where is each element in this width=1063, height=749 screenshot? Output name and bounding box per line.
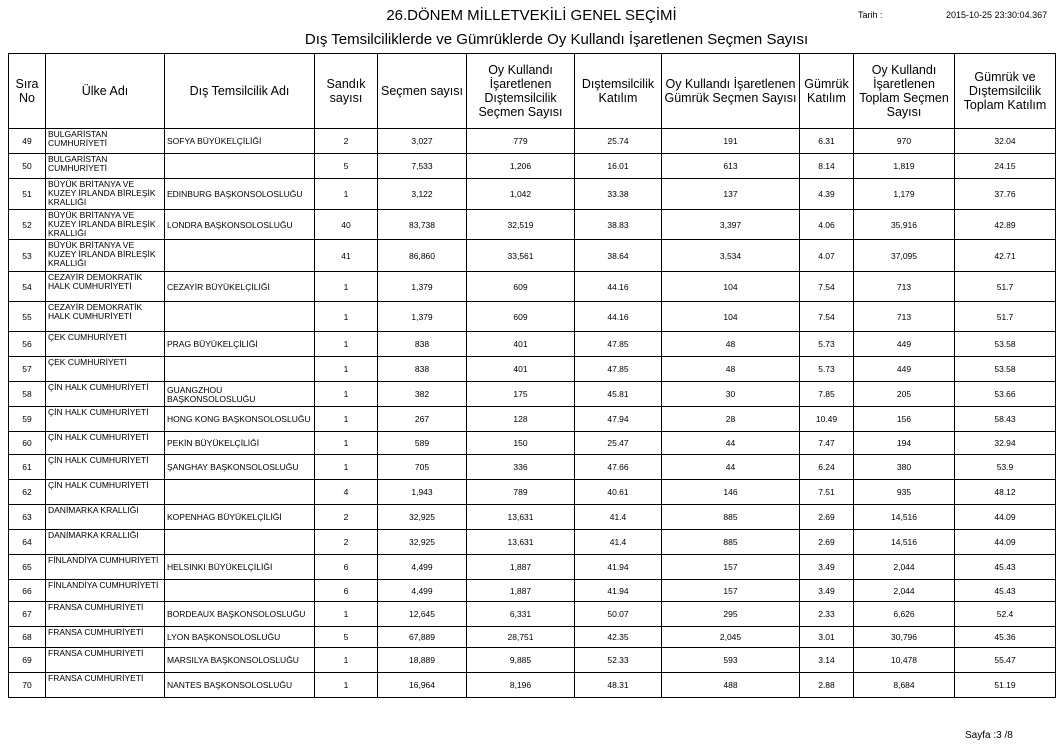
cell-distemsilcilik-katilim: 25.47 bbox=[575, 432, 662, 455]
cell-ulke: FİNLANDİYA CUMHURİYETİ bbox=[46, 555, 165, 580]
cell-sandik: 1 bbox=[315, 648, 378, 673]
cell-toplam-katilim: 24.15 bbox=[955, 154, 1056, 179]
cell-distemsilcilik-katilim: 50.07 bbox=[575, 602, 662, 627]
table-row bbox=[9, 179, 1056, 210]
cell-gumruk-katilim: 2.88 bbox=[800, 673, 854, 698]
cell-ulke: FRANSA CUMHURİYETİ bbox=[46, 602, 165, 627]
cell-ulke: FRANSA CUMHURİYETİ bbox=[46, 648, 165, 673]
cell-gumruk-katilim: 8.14 bbox=[800, 154, 854, 179]
cell-secmen: 267 bbox=[378, 407, 467, 432]
cell-toplam-katilim: 32.04 bbox=[955, 129, 1056, 154]
cell-distemsilcilik-secmen: 1,887 bbox=[467, 555, 575, 580]
cell-sandik: 2 bbox=[315, 505, 378, 530]
cell-gumruk-secmen: 613 bbox=[662, 154, 800, 179]
cell-sira: 54 bbox=[9, 272, 46, 302]
cell-sandik: 1 bbox=[315, 272, 378, 302]
cell-sira: 58 bbox=[9, 382, 46, 407]
col-secmen-sayisi: Seçmen sayısı bbox=[378, 54, 467, 129]
table-row bbox=[9, 555, 1056, 580]
cell-distemsilcilik-katilim: 52.33 bbox=[575, 648, 662, 673]
cell-gumruk-katilim: 5.73 bbox=[800, 332, 854, 357]
cell-gumruk-katilim: 10.49 bbox=[800, 407, 854, 432]
cell-ulke: DANİMARKA KRALLIĞI bbox=[46, 505, 165, 530]
cell-temsilcilik bbox=[165, 154, 315, 179]
cell-distemsilcilik-katilim: 48.31 bbox=[575, 673, 662, 698]
cell-secmen: 4,499 bbox=[378, 555, 467, 580]
col-toplam-katilim: Gümrük ve Dıştemsilcilik Toplam Katılım bbox=[955, 54, 1056, 129]
cell-distemsilcilik-katilim: 38.64 bbox=[575, 240, 662, 272]
cell-temsilcilik: HONG KONG BAŞKONSOLOSLUĞU bbox=[165, 407, 315, 432]
cell-sandik: 40 bbox=[315, 210, 378, 240]
col-gumruk-katilim: Gümrük Katılım bbox=[800, 54, 854, 129]
cell-gumruk-secmen: 30 bbox=[662, 382, 800, 407]
cell-ulke: ÇİN HALK CUMHURİYETİ bbox=[46, 432, 165, 455]
cell-distemsilcilik-katilim: 44.16 bbox=[575, 272, 662, 302]
cell-gumruk-katilim: 5.73 bbox=[800, 357, 854, 382]
cell-gumruk-secmen: 157 bbox=[662, 555, 800, 580]
table-row bbox=[9, 602, 1056, 627]
table-row bbox=[9, 455, 1056, 480]
cell-distemsilcilik-secmen: 401 bbox=[467, 357, 575, 382]
col-ulke-adi: Ülke Adı bbox=[46, 54, 165, 129]
cell-distemsilcilik-secmen: 9,885 bbox=[467, 648, 575, 673]
cell-sira: 68 bbox=[9, 627, 46, 648]
col-sandik-sayisi: Sandık sayısı bbox=[315, 54, 378, 129]
cell-toplam-katilim: 58.43 bbox=[955, 407, 1056, 432]
table-row bbox=[9, 480, 1056, 505]
cell-sira: 59 bbox=[9, 407, 46, 432]
cell-ulke: BULGARİSTAN CUMHURİYETİ bbox=[46, 129, 165, 154]
cell-sira: 66 bbox=[9, 580, 46, 602]
cell-temsilcilik: PEKİN BÜYÜKELÇİLİĞİ bbox=[165, 432, 315, 455]
cell-gumruk-secmen: 157 bbox=[662, 580, 800, 602]
cell-gumruk-secmen: 191 bbox=[662, 129, 800, 154]
cell-distemsilcilik-secmen: 401 bbox=[467, 332, 575, 357]
cell-gumruk-secmen: 3,397 bbox=[662, 210, 800, 240]
cell-secmen: 67,889 bbox=[378, 627, 467, 648]
cell-distemsilcilik-katilim: 33.38 bbox=[575, 179, 662, 210]
cell-sira: 70 bbox=[9, 673, 46, 698]
cell-distemsilcilik-katilim: 41.4 bbox=[575, 530, 662, 555]
cell-distemsilcilik-katilim: 42.35 bbox=[575, 627, 662, 648]
cell-toplam-secmen: 713 bbox=[854, 272, 955, 302]
cell-sandik: 1 bbox=[315, 602, 378, 627]
cell-toplam-katilim: 45.43 bbox=[955, 580, 1056, 602]
cell-sandik: 41 bbox=[315, 240, 378, 272]
cell-temsilcilik: LYON BAŞKONSOLOSLUĞU bbox=[165, 627, 315, 648]
cell-distemsilcilik-secmen: 13,631 bbox=[467, 505, 575, 530]
cell-temsilcilik bbox=[165, 530, 315, 555]
cell-sira: 67 bbox=[9, 602, 46, 627]
date-label: Tarih : bbox=[858, 10, 883, 20]
cell-toplam-katilim: 51.7 bbox=[955, 302, 1056, 332]
cell-distemsilcilik-secmen: 609 bbox=[467, 302, 575, 332]
cell-gumruk-secmen: 48 bbox=[662, 332, 800, 357]
cell-secmen: 382 bbox=[378, 382, 467, 407]
cell-secmen: 83,738 bbox=[378, 210, 467, 240]
cell-toplam-secmen: 970 bbox=[854, 129, 955, 154]
cell-toplam-katilim: 51.7 bbox=[955, 272, 1056, 302]
cell-gumruk-katilim: 2.33 bbox=[800, 602, 854, 627]
col-distemsilcilik-katilim: Dıştemsilcilik Katılım bbox=[575, 54, 662, 129]
cell-sira: 64 bbox=[9, 530, 46, 555]
results-table bbox=[8, 53, 1056, 698]
cell-secmen: 705 bbox=[378, 455, 467, 480]
cell-toplam-secmen: 156 bbox=[854, 407, 955, 432]
cell-sira: 62 bbox=[9, 480, 46, 505]
col-toplam-secmen: Oy Kullandı İşaretlenen Toplam Seçmen Sayısı bbox=[854, 54, 955, 129]
cell-secmen: 86,860 bbox=[378, 240, 467, 272]
cell-temsilcilik: ŞANGHAY BAŞKONSOLOSLUĞU bbox=[165, 455, 315, 480]
cell-toplam-secmen: 449 bbox=[854, 332, 955, 357]
cell-temsilcilik: PRAG BÜYÜKELÇİLİĞİ bbox=[165, 332, 315, 357]
cell-toplam-secmen: 935 bbox=[854, 480, 955, 505]
cell-secmen: 7,533 bbox=[378, 154, 467, 179]
cell-gumruk-katilim: 7.54 bbox=[800, 272, 854, 302]
cell-toplam-secmen: 194 bbox=[854, 432, 955, 455]
cell-toplam-secmen: 14,516 bbox=[854, 505, 955, 530]
cell-sira: 61 bbox=[9, 455, 46, 480]
cell-ulke: FRANSA CUMHURİYETİ bbox=[46, 627, 165, 648]
cell-sira: 50 bbox=[9, 154, 46, 179]
table-row bbox=[9, 210, 1056, 240]
cell-gumruk-katilim: 2.69 bbox=[800, 530, 854, 555]
cell-sira: 63 bbox=[9, 505, 46, 530]
cell-toplam-secmen: 35,916 bbox=[854, 210, 955, 240]
cell-gumruk-katilim: 7.85 bbox=[800, 382, 854, 407]
cell-distemsilcilik-katilim: 41.94 bbox=[575, 555, 662, 580]
cell-toplam-katilim: 44.09 bbox=[955, 530, 1056, 555]
cell-distemsilcilik-katilim: 38.83 bbox=[575, 210, 662, 240]
cell-temsilcilik: EDINBURG BAŞKONSOLOSLUĞU bbox=[165, 179, 315, 210]
cell-distemsilcilik-katilim: 47.66 bbox=[575, 455, 662, 480]
cell-temsilcilik: LONDRA BAŞKONSOLOSLUĞU bbox=[165, 210, 315, 240]
cell-sandik: 1 bbox=[315, 302, 378, 332]
cell-sandik: 4 bbox=[315, 480, 378, 505]
cell-sandik: 1 bbox=[315, 179, 378, 210]
cell-toplam-katilim: 53.9 bbox=[955, 455, 1056, 480]
cell-ulke: BÜYÜK BRİTANYA VE KUZEY İRLANDA BİRLEŞİK KRALLIĞI bbox=[46, 240, 165, 272]
cell-secmen: 3,027 bbox=[378, 129, 467, 154]
cell-toplam-secmen: 2,044 bbox=[854, 580, 955, 602]
cell-gumruk-secmen: 104 bbox=[662, 272, 800, 302]
cell-sandik: 1 bbox=[315, 407, 378, 432]
table-row bbox=[9, 407, 1056, 432]
cell-distemsilcilik-katilim: 47.85 bbox=[575, 357, 662, 382]
cell-ulke: CEZAYİR DEMOKRATİK HALK CUMHURİYETİ bbox=[46, 302, 165, 332]
cell-gumruk-secmen: 488 bbox=[662, 673, 800, 698]
col-distemsilcilik-secmen: Oy Kullandı İşaretlenen Dıştemsilcilik Seçmen Sayısı bbox=[467, 54, 575, 129]
cell-ulke: FRANSA CUMHURİYETİ bbox=[46, 673, 165, 698]
table-row bbox=[9, 154, 1056, 179]
cell-toplam-katilim: 53.58 bbox=[955, 332, 1056, 357]
table-row bbox=[9, 272, 1056, 302]
cell-distemsilcilik-secmen: 1,887 bbox=[467, 580, 575, 602]
cell-sira: 53 bbox=[9, 240, 46, 272]
cell-distemsilcilik-secmen: 32,519 bbox=[467, 210, 575, 240]
cell-secmen: 838 bbox=[378, 332, 467, 357]
table-row bbox=[9, 530, 1056, 555]
cell-ulke: ÇİN HALK CUMHURİYETİ bbox=[46, 407, 165, 432]
cell-sira: 52 bbox=[9, 210, 46, 240]
cell-secmen: 4,499 bbox=[378, 580, 467, 602]
cell-ulke: ÇİN HALK CUMHURİYETİ bbox=[46, 480, 165, 505]
cell-gumruk-katilim: 4.06 bbox=[800, 210, 854, 240]
cell-gumruk-katilim: 3.49 bbox=[800, 555, 854, 580]
cell-secmen: 1,379 bbox=[378, 302, 467, 332]
cell-toplam-secmen: 205 bbox=[854, 382, 955, 407]
cell-secmen: 32,925 bbox=[378, 505, 467, 530]
cell-sira: 57 bbox=[9, 357, 46, 382]
cell-secmen: 18,889 bbox=[378, 648, 467, 673]
table-row bbox=[9, 302, 1056, 332]
cell-ulke: FİNLANDİYA CUMHURİYETİ bbox=[46, 580, 165, 602]
cell-temsilcilik: MARSILYA BAŞKONSOLOSLUĞU bbox=[165, 648, 315, 673]
cell-distemsilcilik-katilim: 40.61 bbox=[575, 480, 662, 505]
cell-sira: 56 bbox=[9, 332, 46, 357]
table-body bbox=[9, 129, 1056, 698]
cell-gumruk-secmen: 28 bbox=[662, 407, 800, 432]
cell-distemsilcilik-secmen: 1,042 bbox=[467, 179, 575, 210]
cell-distemsilcilik-katilim: 25.74 bbox=[575, 129, 662, 154]
cell-toplam-katilim: 42.71 bbox=[955, 240, 1056, 272]
cell-distemsilcilik-katilim: 44.16 bbox=[575, 302, 662, 332]
cell-gumruk-secmen: 3,534 bbox=[662, 240, 800, 272]
cell-temsilcilik: HELSINKI BÜYÜKELÇİLİĞİ bbox=[165, 555, 315, 580]
table-row bbox=[9, 627, 1056, 648]
cell-distemsilcilik-katilim: 41.4 bbox=[575, 505, 662, 530]
cell-secmen: 32,925 bbox=[378, 530, 467, 555]
cell-toplam-katilim: 42.89 bbox=[955, 210, 1056, 240]
cell-secmen: 1,943 bbox=[378, 480, 467, 505]
page-number: Sayfa :3 /8 bbox=[965, 730, 1013, 741]
report-title: 26.DÖNEM MİLLETVEKİLİ GENEL SEÇİMİ bbox=[386, 7, 677, 24]
cell-ulke: DANİMARKA KRALLIĞI bbox=[46, 530, 165, 555]
cell-gumruk-katilim: 2.69 bbox=[800, 505, 854, 530]
cell-secmen: 16,964 bbox=[378, 673, 467, 698]
cell-sandik: 1 bbox=[315, 432, 378, 455]
cell-sira: 69 bbox=[9, 648, 46, 673]
table-row bbox=[9, 332, 1056, 357]
cell-toplam-secmen: 449 bbox=[854, 357, 955, 382]
table-row bbox=[9, 129, 1056, 154]
cell-toplam-secmen: 37,095 bbox=[854, 240, 955, 272]
cell-distemsilcilik-secmen: 150 bbox=[467, 432, 575, 455]
cell-distemsilcilik-secmen: 609 bbox=[467, 272, 575, 302]
cell-gumruk-secmen: 146 bbox=[662, 480, 800, 505]
cell-gumruk-secmen: 885 bbox=[662, 505, 800, 530]
cell-temsilcilik bbox=[165, 357, 315, 382]
cell-secmen: 3,122 bbox=[378, 179, 467, 210]
table-row bbox=[9, 673, 1056, 698]
cell-gumruk-secmen: 104 bbox=[662, 302, 800, 332]
cell-ulke: ÇEK CUMHURİYETİ bbox=[46, 332, 165, 357]
cell-gumruk-secmen: 137 bbox=[662, 179, 800, 210]
cell-gumruk-secmen: 2,045 bbox=[662, 627, 800, 648]
cell-toplam-secmen: 1,819 bbox=[854, 154, 955, 179]
cell-toplam-katilim: 55.47 bbox=[955, 648, 1056, 673]
cell-ulke: BULGARİSTAN CUMHURİYETİ bbox=[46, 154, 165, 179]
cell-gumruk-katilim: 6.31 bbox=[800, 129, 854, 154]
cell-distemsilcilik-secmen: 789 bbox=[467, 480, 575, 505]
cell-toplam-katilim: 44.09 bbox=[955, 505, 1056, 530]
cell-gumruk-katilim: 4.39 bbox=[800, 179, 854, 210]
cell-gumruk-katilim: 7.51 bbox=[800, 480, 854, 505]
cell-distemsilcilik-katilim: 47.85 bbox=[575, 332, 662, 357]
cell-distemsilcilik-secmen: 13,631 bbox=[467, 530, 575, 555]
cell-distemsilcilik-secmen: 8,196 bbox=[467, 673, 575, 698]
cell-gumruk-katilim: 3.01 bbox=[800, 627, 854, 648]
cell-sandik: 5 bbox=[315, 627, 378, 648]
cell-toplam-katilim: 32.94 bbox=[955, 432, 1056, 455]
cell-distemsilcilik-secmen: 175 bbox=[467, 382, 575, 407]
cell-distemsilcilik-secmen: 33,561 bbox=[467, 240, 575, 272]
cell-distemsilcilik-secmen: 28,751 bbox=[467, 627, 575, 648]
cell-toplam-katilim: 53.58 bbox=[955, 357, 1056, 382]
cell-ulke: BÜYÜK BRİTANYA VE KUZEY İRLANDA BİRLEŞİK KRALLIĞI bbox=[46, 210, 165, 240]
report-subtitle: Dış Temsilciliklerde ve Gümrüklerde Oy Kullandı İşaretlenen Seçmen Sayısı bbox=[304, 31, 809, 48]
cell-gumruk-secmen: 593 bbox=[662, 648, 800, 673]
cell-gumruk-secmen: 885 bbox=[662, 530, 800, 555]
col-gumruk-secmen: Oy Kullandı İşaretlenen Gümrük Seçmen Sayısı bbox=[662, 54, 800, 129]
cell-gumruk-secmen: 44 bbox=[662, 455, 800, 480]
cell-toplam-katilim: 53.66 bbox=[955, 382, 1056, 407]
cell-sira: 55 bbox=[9, 302, 46, 332]
cell-distemsilcilik-secmen: 336 bbox=[467, 455, 575, 480]
cell-distemsilcilik-secmen: 1,206 bbox=[467, 154, 575, 179]
cell-distemsilcilik-secmen: 6,331 bbox=[467, 602, 575, 627]
cell-temsilcilik bbox=[165, 240, 315, 272]
cell-gumruk-katilim: 6.24 bbox=[800, 455, 854, 480]
cell-temsilcilik: SOFYA BÜYÜKELÇİLİĞİ bbox=[165, 129, 315, 154]
table-row bbox=[9, 580, 1056, 602]
cell-toplam-secmen: 6,626 bbox=[854, 602, 955, 627]
table-row bbox=[9, 648, 1056, 673]
cell-distemsilcilik-katilim: 47.94 bbox=[575, 407, 662, 432]
cell-toplam-katilim: 52.4 bbox=[955, 602, 1056, 627]
cell-toplam-secmen: 30,796 bbox=[854, 627, 955, 648]
cell-gumruk-katilim: 7.47 bbox=[800, 432, 854, 455]
cell-temsilcilik bbox=[165, 480, 315, 505]
cell-sandik: 6 bbox=[315, 580, 378, 602]
cell-gumruk-katilim: 3.14 bbox=[800, 648, 854, 673]
cell-toplam-secmen: 713 bbox=[854, 302, 955, 332]
cell-secmen: 12,645 bbox=[378, 602, 467, 627]
cell-distemsilcilik-katilim: 45.81 bbox=[575, 382, 662, 407]
table-header-row bbox=[9, 54, 1056, 129]
cell-sandik: 2 bbox=[315, 530, 378, 555]
cell-sira: 60 bbox=[9, 432, 46, 455]
table-row bbox=[9, 357, 1056, 382]
table-row bbox=[9, 432, 1056, 455]
cell-secmen: 589 bbox=[378, 432, 467, 455]
cell-sandik: 1 bbox=[315, 357, 378, 382]
table-row bbox=[9, 240, 1056, 272]
cell-gumruk-katilim: 7.54 bbox=[800, 302, 854, 332]
cell-sandik: 1 bbox=[315, 455, 378, 480]
cell-temsilcilik bbox=[165, 580, 315, 602]
cell-toplam-katilim: 51.19 bbox=[955, 673, 1056, 698]
cell-toplam-secmen: 1,179 bbox=[854, 179, 955, 210]
cell-toplam-katilim: 37.76 bbox=[955, 179, 1056, 210]
col-sira-no: Sıra No bbox=[9, 54, 46, 129]
cell-ulke: ÇİN HALK CUMHURİYETİ bbox=[46, 382, 165, 407]
cell-ulke: CEZAYİR DEMOKRATİK HALK CUMHURİYETİ bbox=[46, 272, 165, 302]
cell-toplam-secmen: 2,044 bbox=[854, 555, 955, 580]
cell-gumruk-katilim: 3.49 bbox=[800, 580, 854, 602]
cell-temsilcilik: GUANGZHOU BAŞKONSOLOSLUĞU bbox=[165, 382, 315, 407]
cell-toplam-katilim: 45.36 bbox=[955, 627, 1056, 648]
cell-gumruk-secmen: 48 bbox=[662, 357, 800, 382]
cell-gumruk-secmen: 295 bbox=[662, 602, 800, 627]
cell-distemsilcilik-secmen: 128 bbox=[467, 407, 575, 432]
cell-sira: 51 bbox=[9, 179, 46, 210]
cell-toplam-secmen: 10,478 bbox=[854, 648, 955, 673]
table-row bbox=[9, 505, 1056, 530]
cell-sira: 49 bbox=[9, 129, 46, 154]
cell-temsilcilik: CEZAYİR BÜYÜKELÇİLİĞİ bbox=[165, 272, 315, 302]
cell-toplam-katilim: 45.43 bbox=[955, 555, 1056, 580]
cell-distemsilcilik-katilim: 16.01 bbox=[575, 154, 662, 179]
cell-ulke: BÜYÜK BRİTANYA VE KUZEY İRLANDA BİRLEŞİK KRALLIĞI bbox=[46, 179, 165, 210]
cell-sandik: 6 bbox=[315, 555, 378, 580]
cell-toplam-katilim: 48.12 bbox=[955, 480, 1056, 505]
cell-distemsilcilik-secmen: 779 bbox=[467, 129, 575, 154]
cell-gumruk-secmen: 44 bbox=[662, 432, 800, 455]
cell-toplam-secmen: 8,684 bbox=[854, 673, 955, 698]
table-row bbox=[9, 382, 1056, 407]
cell-sira: 65 bbox=[9, 555, 46, 580]
cell-toplam-secmen: 14,516 bbox=[854, 530, 955, 555]
cell-distemsilcilik-katilim: 41.94 bbox=[575, 580, 662, 602]
cell-sandik: 1 bbox=[315, 382, 378, 407]
cell-sandik: 2 bbox=[315, 129, 378, 154]
cell-sandik: 5 bbox=[315, 154, 378, 179]
col-temsilcilik-adi: Dış Temsilcilik Adı bbox=[165, 54, 315, 129]
cell-sandik: 1 bbox=[315, 332, 378, 357]
cell-temsilcilik: BORDEAUX BAŞKONSOLOSLUĞU bbox=[165, 602, 315, 627]
cell-ulke: ÇİN HALK CUMHURİYETİ bbox=[46, 455, 165, 480]
cell-temsilcilik bbox=[165, 302, 315, 332]
cell-sandik: 1 bbox=[315, 673, 378, 698]
date-value: 2015-10-25 23:30:04.367 bbox=[946, 10, 1048, 20]
cell-gumruk-katilim: 4.07 bbox=[800, 240, 854, 272]
cell-temsilcilik: KOPENHAG BÜYÜKELÇİLİĞİ bbox=[165, 505, 315, 530]
cell-toplam-secmen: 380 bbox=[854, 455, 955, 480]
cell-temsilcilik: NANTES BAŞKONSOLOSLUĞU bbox=[165, 673, 315, 698]
cell-secmen: 1,379 bbox=[378, 272, 467, 302]
cell-ulke: ÇEK CUMHURİYETİ bbox=[46, 357, 165, 382]
cell-secmen: 838 bbox=[378, 357, 467, 382]
